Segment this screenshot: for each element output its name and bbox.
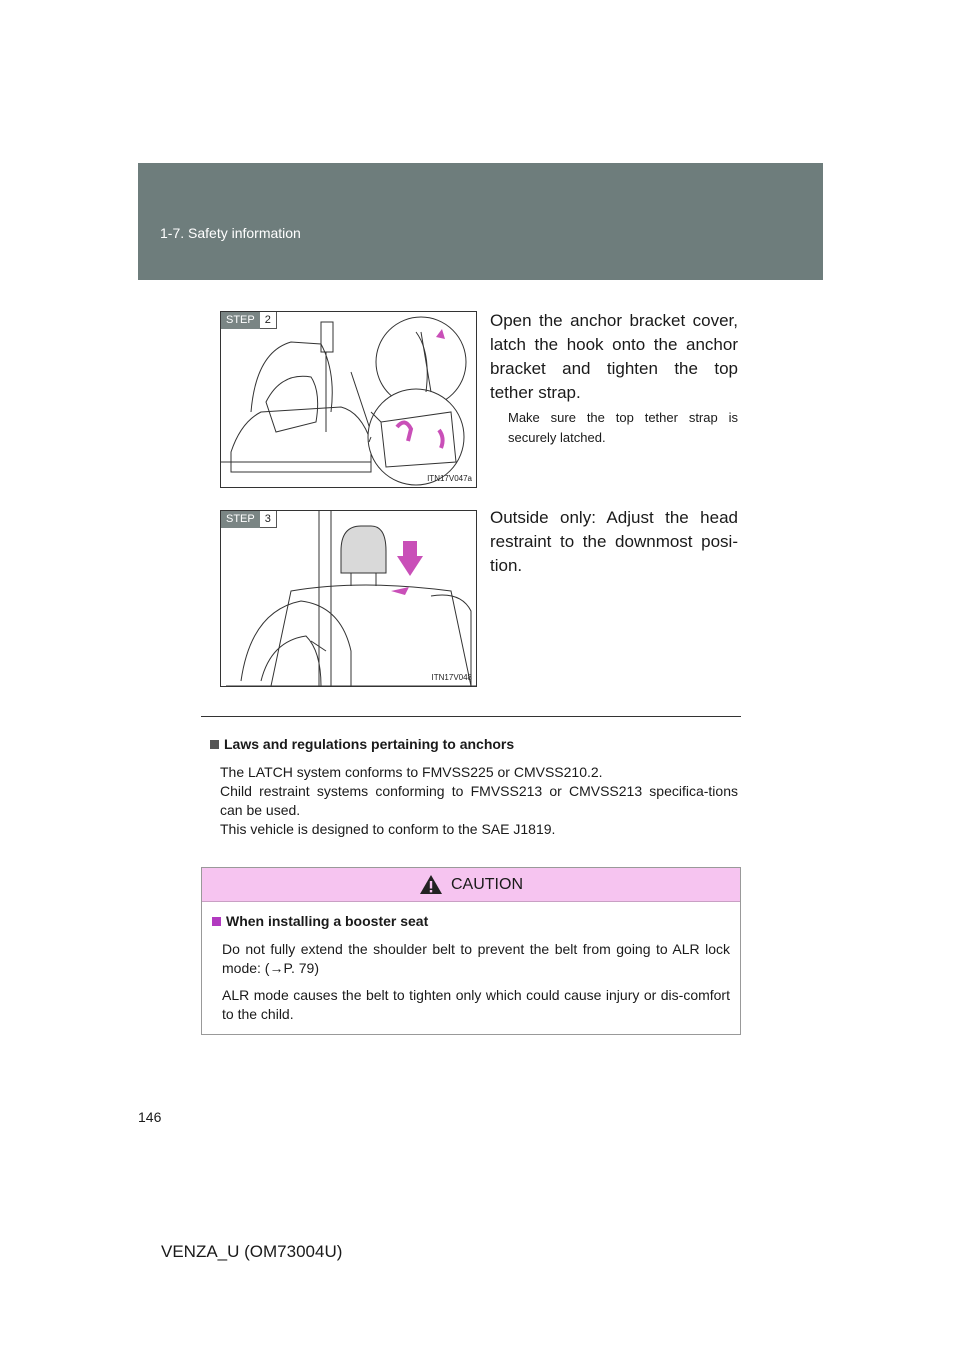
header-bar bbox=[138, 163, 823, 280]
step-2-figure bbox=[220, 311, 477, 488]
section-title: 1-7. Safety information bbox=[160, 225, 301, 241]
caution-paragraph: Do not fully extend the shoulder belt to prevent the belt from going to ALR lock mode: (→P. 79) bbox=[222, 941, 730, 976]
caution-title: CAUTION bbox=[451, 875, 523, 893]
info-heading bbox=[210, 735, 738, 754]
caution-body bbox=[202, 902, 740, 1024]
seat-anchor-illustration bbox=[221, 312, 476, 487]
square-bullet-icon bbox=[210, 740, 219, 749]
step-badge bbox=[221, 312, 277, 329]
figure-code: ITN17V047a bbox=[427, 474, 472, 483]
info-line: The LATCH system conforms to FMVSS225 or CMVSS210.2. bbox=[220, 764, 603, 780]
step-label: STEP bbox=[221, 312, 260, 329]
caution-paragraph: ALR mode causes the belt to tighten only which could cause injury or dis-comfort to the child. bbox=[222, 987, 730, 1022]
square-bullet-icon bbox=[212, 917, 221, 926]
step-2-note: Make sure the top tether strap is securely latched. bbox=[508, 410, 738, 445]
figure-code: ITN17V048 bbox=[431, 673, 472, 682]
page-number: 146 bbox=[138, 1109, 162, 1125]
step-number: 3 bbox=[260, 511, 277, 528]
info-section bbox=[210, 735, 738, 839]
step-2-text: Open the anchor bracket cover, latch the hook onto the anchor bracket and tighten the top tether strap. bbox=[490, 311, 738, 402]
caution-heading-text: When installing a booster seat bbox=[226, 913, 429, 929]
caution-header bbox=[202, 868, 740, 902]
step-3-text: Outside only: Adjust the head restraint to the downmost posi-tion. bbox=[490, 508, 738, 575]
divider bbox=[201, 716, 741, 717]
info-line: Child restraint systems conforming to FMVSS213 or CMVSS213 specifica-tions can be used. bbox=[220, 783, 738, 818]
caution-heading bbox=[212, 912, 730, 931]
step-label: STEP bbox=[221, 511, 260, 528]
document-id: VENZA_U (OM73004U) bbox=[161, 1242, 343, 1261]
info-heading-text: Laws and regulations pertaining to anchors bbox=[224, 736, 515, 752]
info-line: This vehicle is designed to conform to the SAE J1819. bbox=[220, 821, 556, 837]
step-badge bbox=[221, 511, 277, 528]
step-number: 2 bbox=[260, 312, 277, 329]
head-restraint-illustration bbox=[221, 511, 476, 686]
info-body bbox=[210, 763, 738, 839]
caution-box bbox=[201, 867, 741, 1035]
step-3-figure bbox=[220, 510, 477, 687]
warning-triangle-icon bbox=[419, 874, 443, 895]
